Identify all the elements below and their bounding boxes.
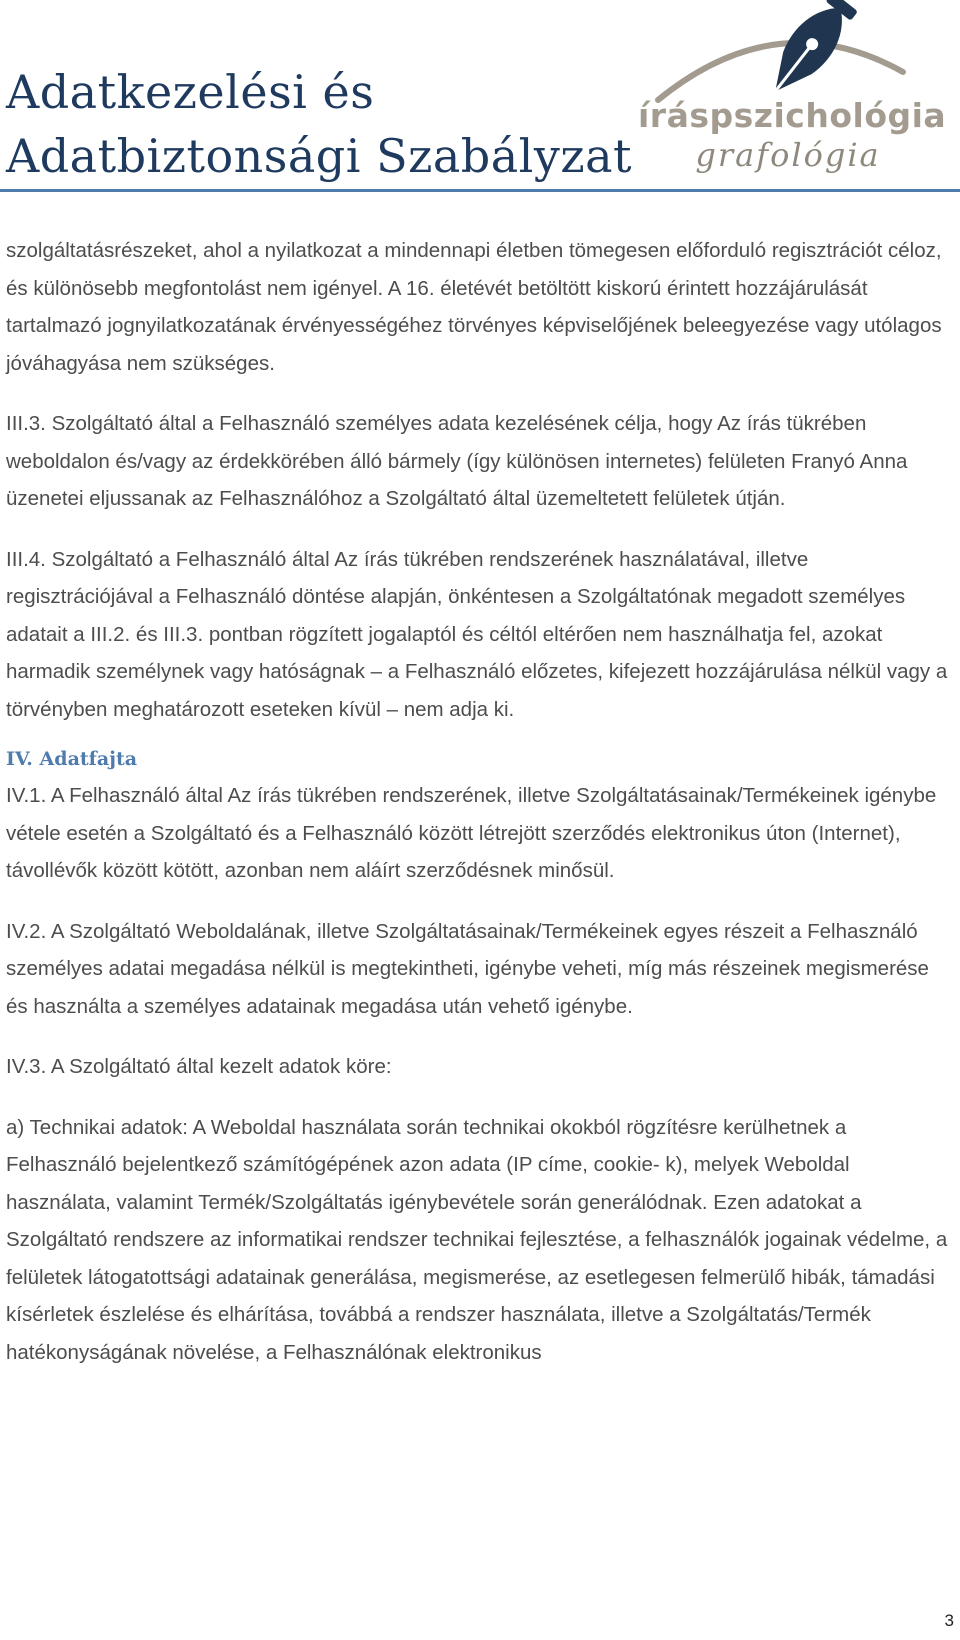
paragraph-iii-4: III.4. Szolgáltató a Felhasználó által Az írás tükrében rendszerének használatával, illetve regisztrációjával a Felhasználó döntése alapján, önkéntesen a Szolgáltatónak megadott személyes adatait a III.2. és III.3. pontban rögzített jogalaptól és céltól eltérően nem használhatja fel, azokat harmadik személynek vagy hatóságnak – a Felhasználó előzetes, kifejezett hozzájárulása nélkül vagy a törvényben meghatározott eseteken kívül – nem adja ki. — [6, 547, 948, 721]
document-body — [6, 232, 956, 1394]
logo-main-text: íráspszichológia — [638, 96, 947, 135]
header-divider — [0, 189, 960, 192]
paragraph-consent-minors: szolgáltatásrészeket, ahol a nyilatkozat a mindennapi életben tömegesen előforduló regisztrációt céloz, és különösebb megfontolást nem igényel. A 16. életévét betöltött kiskorú érintett hozzájárulását tartalmazó jognyilatkozatának érvényességéhez törvényes képviselőjének beleegyezése vagy utólagos jóváhagyása nem szükséges. — [6, 239, 942, 375]
fountain-pen-nib-icon — [638, 0, 938, 110]
paragraph-iv-1: IV.1. A Felhasználó által Az írás tükrében rendszerének, illetve Szolgáltatásainak/Termékeinek igénybe vétele esetén a Szolgáltató és a Felhasználó között létrejött szerződés elektronikus úton (Internet), távollévők között kötött, azonban nem aláírt szerződésnek minősül. — [6, 784, 937, 882]
title-line-2: Adatbiztonsági Szabályzat — [6, 129, 632, 183]
section-heading-iv: IV. Adatfajta — [6, 748, 138, 770]
document-title — [6, 60, 632, 188]
paragraph-iv-3: IV.3. A Szolgáltató által kezelt adatok köre: — [6, 1055, 392, 1078]
logo-sub-text: grafológia — [695, 136, 881, 174]
paragraph-iv-2: IV.2. A Szolgáltató Weboldalának, illetve Szolgáltatásainak/Termékeinek egyes részeit a Felhasználó személyes adatai megadása nélkül is megtekintheti, igénybe veheti, míg más részeinek megismerése és használta a személyes adatainak megadása után vehető igénybe. — [6, 919, 929, 1018]
page-header — [0, 0, 960, 195]
paragraph-iii-3: III.3. Szolgáltató által a Felhasználó személyes adata kezelésének célja, hogy Az írás tükrében weboldalon és/vagy az érdekkörében álló bármely (így különösen internetes) felületen Franyó Anna üzenetei eljussanak az Felhasználóhoz a Szolgáltató által üzemeltetett felületek útján. — [6, 412, 908, 510]
logo — [638, 0, 947, 185]
paragraph-technical-data: a) Technikai adatok: A Weboldal használata során technikai okokból rögzítésre kerülhetnek a Felhasználó bejelentkező számítógépének azon adata (IP címe, cookie- k), melyek Weboldal használata, valamint Termék/Szolgáltatás igénybevétele során generálódnak. Ezen adatokat a Szolgáltató rendszere az informatikai rendszer technikai fejlesztése, a felhasználók jogainak védelme, a felületek látogatottsági adatainak generálása, megismerése, az esetlegesen felmerülő hibák, támadási kísérletek észlelése és elhárítása, továbbá a rendszer használata, illetve a Szolgáltatás/Termék hatékonyságának növelése, a Felhasználónak elektronikus — [6, 1115, 948, 1364]
title-line-1: Adatkezelési és — [6, 65, 375, 119]
page-number: 3 — [944, 1611, 954, 1630]
